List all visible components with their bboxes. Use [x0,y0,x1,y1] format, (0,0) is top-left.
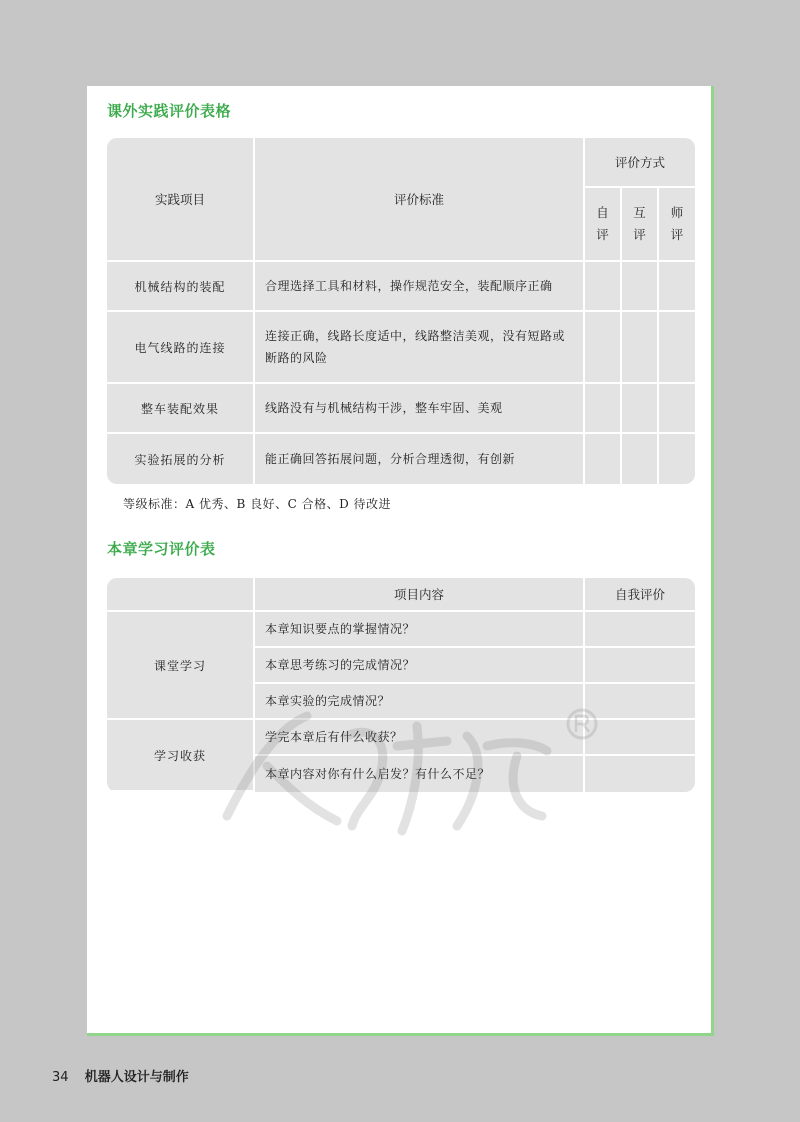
page-footer [52,1066,189,1085]
section-title-practice: 课外实践评价表格 [107,102,232,120]
book-title: 机器人设计与制作 [84,1070,189,1085]
row-project: 实验拓展的分析 [107,434,255,484]
row-project: 电气线路的连接 [107,312,255,384]
table-row [107,384,695,434]
table-row [107,262,695,312]
item-content: 本章思考练习的完成情况？ [255,648,585,684]
teacher-eval-cell[interactable] [659,384,695,434]
header-content: 项目内容 [255,578,585,612]
page-sheet [87,86,714,1036]
self-eval-cell[interactable] [585,312,622,384]
peer-eval-cell[interactable] [622,262,659,312]
table-row [107,612,695,648]
row-criteria: 合理选择工具和材料，操作规范安全，装配顺序正确 [255,262,585,312]
publisher-watermark-logo [187,696,607,846]
peer-eval-cell[interactable] [622,384,659,434]
section-title-chapter: 本章学习评价表 [107,540,216,558]
row-criteria: 线路没有与机械结构干涉，整车牢固、美观 [255,384,585,434]
header-peer-eval: 互 评 [622,188,659,262]
item-content: 本章内容对你有什么启发？有什么不足？ [255,756,585,792]
page-number: 34 [52,1070,69,1085]
peer-eval-cell[interactable] [622,434,659,484]
table-header-row [107,578,695,612]
header-project: 实践项目 [107,138,255,262]
self-eval-cell[interactable] [585,648,695,684]
self-eval-cell[interactable] [585,612,695,648]
header-method: 评价方式 [585,138,695,188]
header-criteria: 评价标准 [255,138,585,262]
peer-eval-cell[interactable] [622,312,659,384]
group-label: 课堂学习 [107,612,255,720]
teacher-eval-cell[interactable] [659,262,695,312]
item-content: 本章实验的完成情况？ [255,684,585,720]
teacher-eval-cell[interactable] [659,312,695,384]
self-eval-cell[interactable] [585,384,622,434]
table-header-row [107,138,695,188]
header-self-evaluation: 自我评价 [585,578,695,612]
grade-standard-note: 等级标准：A 优秀、B 良好、C 合格、D 待改进 [123,497,392,511]
row-project: 整车装配效果 [107,384,255,434]
teacher-eval-cell[interactable] [659,434,695,484]
practice-evaluation-table [107,138,695,484]
header-empty [107,578,255,612]
group-label: 学习收获 [107,720,255,792]
item-content: 学完本章后有什么收获？ [255,720,585,756]
table-row [107,434,695,484]
item-content: 本章知识要点的掌握情况？ [255,612,585,648]
row-criteria: 能正确回答拓展问题，分析合理透彻，有创新 [255,434,585,484]
row-project: 机械结构的装配 [107,262,255,312]
header-teacher-eval: 师 评 [659,188,695,262]
header-self-eval: 自 评 [585,188,622,262]
self-eval-cell[interactable] [585,262,622,312]
self-eval-cell[interactable] [585,434,622,484]
row-criteria: 连接正确，线路长度适中，线路整洁美观，没有短路或断路的风险 [255,312,585,384]
table-row [107,312,695,384]
